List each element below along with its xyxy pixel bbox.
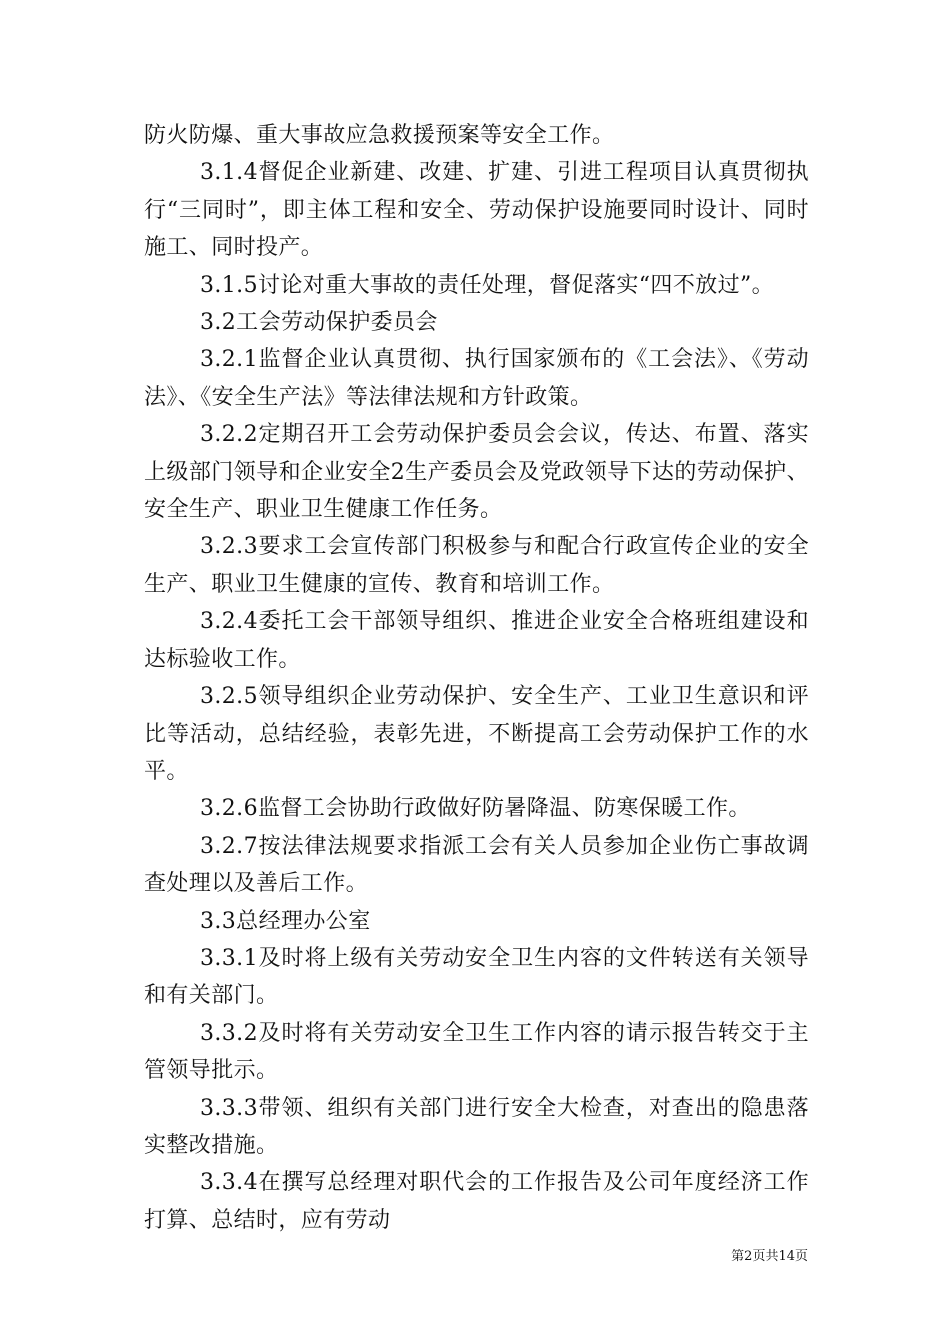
paragraph-3-3-4: 3.3.4在撰写总经理对职代会的工作报告及公司年度经济工作打算、总结时，应有劳动 (144, 1170, 809, 1233)
paragraph-3-3-1: 3.3.1及时将上级有关劳动安全卫生内容的文件转送有关领导和有关部门。 (144, 945, 809, 1009)
paragraph-3-2-5: 3.2.5领导组织企业劳动保护、安全生产、工业卫生意识和评比等活动，总结经验，表彰先进，不断提高工会劳动保护工作的水平。 (144, 684, 809, 784)
paragraph-3-3-2: 3.3.2及时将有关劳动安全卫生工作内容的请示报告转交于主管领导批示。 (144, 1020, 809, 1084)
paragraph-3-1-4: 3.1.4督促企业新建、改建、扩建、引进工程项目认真贯彻执行“三同时”，即主体工程和安全、劳动保护设施要同时设计、同时施工、同时投产。 (144, 160, 809, 261)
paragraph-3-2-3: 3.2.3要求工会宣传部门积极参与和配合行政宣传企业的安全生产、职业卫生健康的宣传、教育和培训工作。 (144, 534, 809, 597)
page-number-footer: 第2页共14页 (731, 1249, 808, 1264)
paragraph-3-2-4: 3.2.4委托工会干部领导组织、推进企业安全合格班组建设和达标验收工作。 (144, 609, 809, 672)
paragraph-continuation: 防火防爆、重大事故应急救援预案等安全工作。 (144, 123, 615, 148)
paragraph-3-2-1: 3.2.1监督企业认真贯彻、执行国家颁布的《工会法》、《劳动法》、《安全生产法》等法律法规和方针政策。 (144, 347, 809, 410)
paragraph-3-2-2: 3.2.2定期召开工会劳动保护委员会会议，传达、布置、落实上级部门领导和企业安全2生产委员会及党政领导下达的劳动保护、安全生产、职业卫生健康工作任务。 (144, 422, 809, 523)
paragraph-3-1-5: 3.1.5讨论对重大事故的责任处理，督促落实“四不放过”。 (200, 272, 775, 298)
paragraph-3-3-3: 3.3.3带领、组织有关部门进行安全大检查，对查出的隐患落实整改措施。 (144, 1095, 809, 1158)
document-body (144, 117, 809, 1239)
paragraph-3-2-7: 3.2.7按法律法规要求指派工会有关人员参加企业伤亡事故调查处理以及善后工作。 (144, 833, 809, 897)
section-heading-3-2: 3.2工会劳动保护委员会 (200, 310, 438, 336)
paragraph-3-2-6: 3.2.6监督工会协助行政做好防暑降温、防寒保暖工作。 (200, 796, 751, 822)
section-heading-3-3: 3.3总经理办公室 (200, 908, 371, 934)
